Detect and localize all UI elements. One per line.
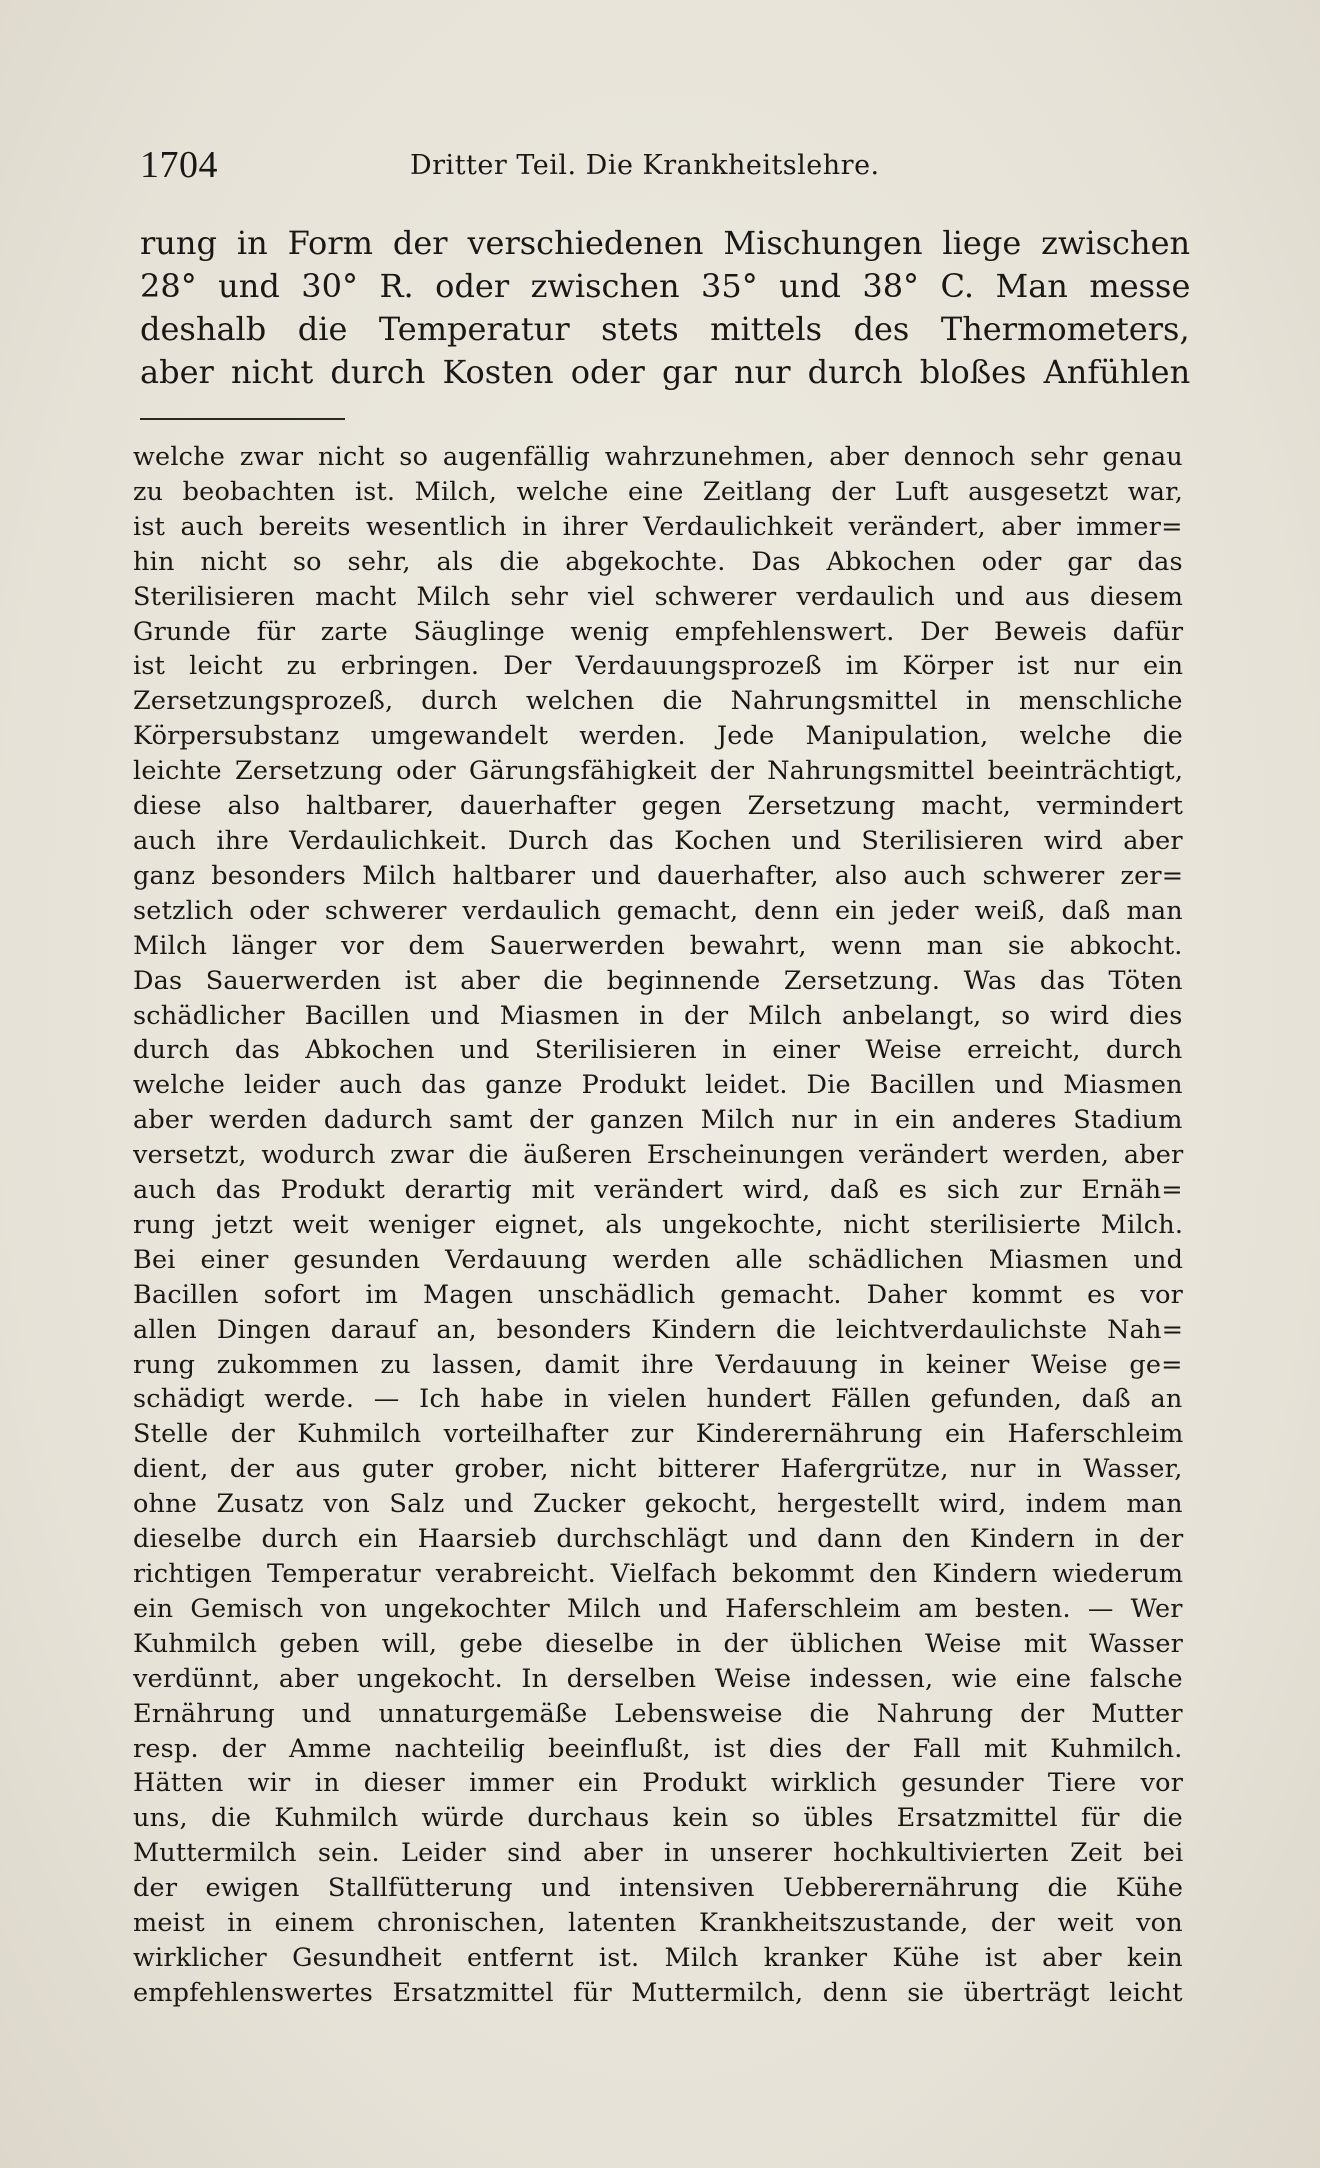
footnote-line: auch das Produkt derartig mit verändert wird, daß es sich zur Ernäh=	[133, 1175, 1183, 1206]
footnote-line: Stelle der Kuhmilch vorteilhafter zur Kinderernährung ein Haferschleim	[133, 1419, 1184, 1450]
footnote-text	[133, 440, 1193, 2011]
footnote-line: empfehlenswertes Ersatzmittel für Muttermilch, denn sie überträgt leicht	[133, 1977, 1183, 2008]
footnote-line: Das Sauerwerden ist aber die beginnende Zersetzung. Was das Töten	[133, 965, 1183, 996]
footnote-line: ein Gemisch von ungekochter Milch und Haferschleim am besten. — Wer	[133, 1593, 1183, 1624]
body-line: aber nicht durch Kosten oder gar nur durch bloßes Anfühlen	[140, 353, 1191, 391]
body-line: deshalb die Temperatur stets mittels des Thermometers,	[140, 310, 1190, 348]
footnote-line: schädigt werde. — Ich habe in vielen hundert Fällen gefunden, daß an	[133, 1384, 1183, 1415]
page-header	[140, 140, 1195, 190]
footnote-line: Bacillen sofort im Magen unschädlich gemacht. Daher kommt es vor	[133, 1279, 1184, 1310]
footnote-line: auch ihre Verdaulichkeit. Durch das Kochen und Sterilisieren wird aber	[133, 825, 1183, 856]
footnote-line: Kuhmilch geben will, gebe dieselbe in der üblichen Weise mit Wasser	[133, 1628, 1184, 1659]
running-head: Dritter Teil. Die Krankheitslehre.	[410, 150, 880, 181]
body-line: 28° und 30° R. oder zwischen 35° und 38° C. Man messe	[140, 267, 1191, 305]
footnote-line: diese also haltbarer, dauerhafter gegen Zersetzung macht, vermindert	[133, 791, 1184, 822]
footnote-line: der ewigen Stallfütterung und intensiven Uebberernährung die Kühe	[133, 1873, 1184, 1904]
footnote-line: ganz besonders Milch haltbarer und dauerhafter, also auch schwerer zer=	[133, 860, 1184, 891]
footnote-line: rung zukommen zu lassen, damit ihre Verdauung in keiner Weise ge=	[133, 1349, 1183, 1380]
page-number: 1704	[140, 144, 218, 186]
footnote-line: uns, die Kuhmilch würde durchaus kein so übles Ersatzmittel für die	[133, 1803, 1183, 1834]
footnote-line: versetzt, wodurch zwar die äußeren Erscheinungen verändert werden, aber	[133, 1140, 1184, 1171]
footnote-line: Zersetzungsprozeß, durch welchen die Nahrungsmittel in menschliche	[133, 686, 1183, 717]
footnote-line: durch das Abkochen und Sterilisieren in einer Weise erreicht, durch	[133, 1035, 1183, 1066]
footnote-line: dient, der aus guter grober, nicht bitterer Hafergrütze, nur in Wasser,	[133, 1454, 1183, 1485]
footnote-line: rung jetzt weit weniger eignet, als ungekochte, nicht sterilisierte Milch.	[133, 1209, 1184, 1240]
footnote-divider	[140, 418, 345, 420]
footnote-line: Körpersubstanz umgewandelt werden. Jede Manipulation, welche die	[133, 721, 1183, 752]
footnote-line: Milch länger vor dem Sauerwerden bewahrt, wenn man sie abkocht.	[133, 930, 1183, 961]
footnote-line: leichte Zersetzung oder Gärungsfähigkeit der Nahrungsmittel beeinträchtigt,	[133, 756, 1184, 787]
footnote-line: zu beobachten ist. Milch, welche eine Zeitlang der Luft ausgesetzt war,	[133, 476, 1184, 507]
footnote-line: ist auch bereits wesentlich in ihrer Verdaulichkeit verändert, aber immer=	[133, 511, 1183, 542]
footnote-line: setzlich oder schwerer verdaulich gemacht, denn ein jeder weiß, daß man	[133, 895, 1183, 926]
footnote-line: hin nicht so sehr, als die abgekochte. Das Abkochen oder gar das	[133, 546, 1183, 577]
footnote-line: ohne Zusatz von Salz und Zucker gekocht, hergestellt wird, indem man	[133, 1489, 1183, 1520]
footnote-line: welche leider auch das ganze Produkt leidet. Die Bacillen und Miasmen	[133, 1070, 1183, 1101]
footnote-line: ist leicht zu erbringen. Der Verdauungsprozeß im Körper ist nur ein	[133, 651, 1184, 682]
footnote-line: resp. der Amme nachteilig beeinflußt, ist dies der Fall mit Kuhmilch.	[133, 1733, 1183, 1764]
footnote-line: schädlicher Bacillen und Miasmen in der Milch anbelangt, so wird dies	[133, 1000, 1183, 1031]
footnote-line: Ernährung und unnaturgemäße Lebensweise die Nahrung der Mutter	[133, 1698, 1183, 1729]
footnote-line: Hätten wir in dieser immer ein Produkt wirklich gesunder Tiere vor	[133, 1768, 1184, 1799]
footnote-line: Grunde für zarte Säuglinge wenig empfehlenswert. Der Beweis dafür	[133, 616, 1184, 647]
footnote-line: welche zwar nicht so augenfällig wahrzunehmen, aber dennoch sehr genau	[133, 442, 1183, 472]
body-line: rung in Form der verschiedenen Mischungen liege zwischen	[140, 224, 1191, 262]
footnote-line: dieselbe durch ein Haarsieb durchschlägt und dann den Kindern in der	[133, 1524, 1184, 1555]
footnote-line: Bei einer gesunden Verdauung werden alle schädlichen Miasmen und	[133, 1244, 1184, 1275]
footnote-line: verdünnt, aber ungekocht. In derselben Weise indessen, wie eine falsche	[133, 1663, 1183, 1694]
footnote-line: allen Dingen darauf an, besonders Kindern die leichtverdaulichste Nah=	[133, 1314, 1184, 1345]
footnote-line: Sterilisieren macht Milch sehr viel schwerer verdaulich und aus diesem	[133, 581, 1184, 612]
footnote-line: Muttermilch sein. Leider sind aber in unserer hochkultivierten Zeit bei	[133, 1838, 1184, 1869]
footnote-line: aber werden dadurch samt der ganzen Milch nur in ein anderes Stadium	[133, 1105, 1183, 1136]
main-body-text	[140, 222, 1190, 394]
footnote-line: wirklicher Gesundheit entfernt ist. Milch kranker Kühe ist aber kein	[133, 1942, 1183, 1973]
footnote-line: meist in einem chronischen, latenten Krankheitszustande, der weit von	[133, 1908, 1183, 1939]
footnote-line: richtigen Temperatur verabreicht. Vielfach bekommt den Kindern wiederum	[133, 1559, 1184, 1589]
